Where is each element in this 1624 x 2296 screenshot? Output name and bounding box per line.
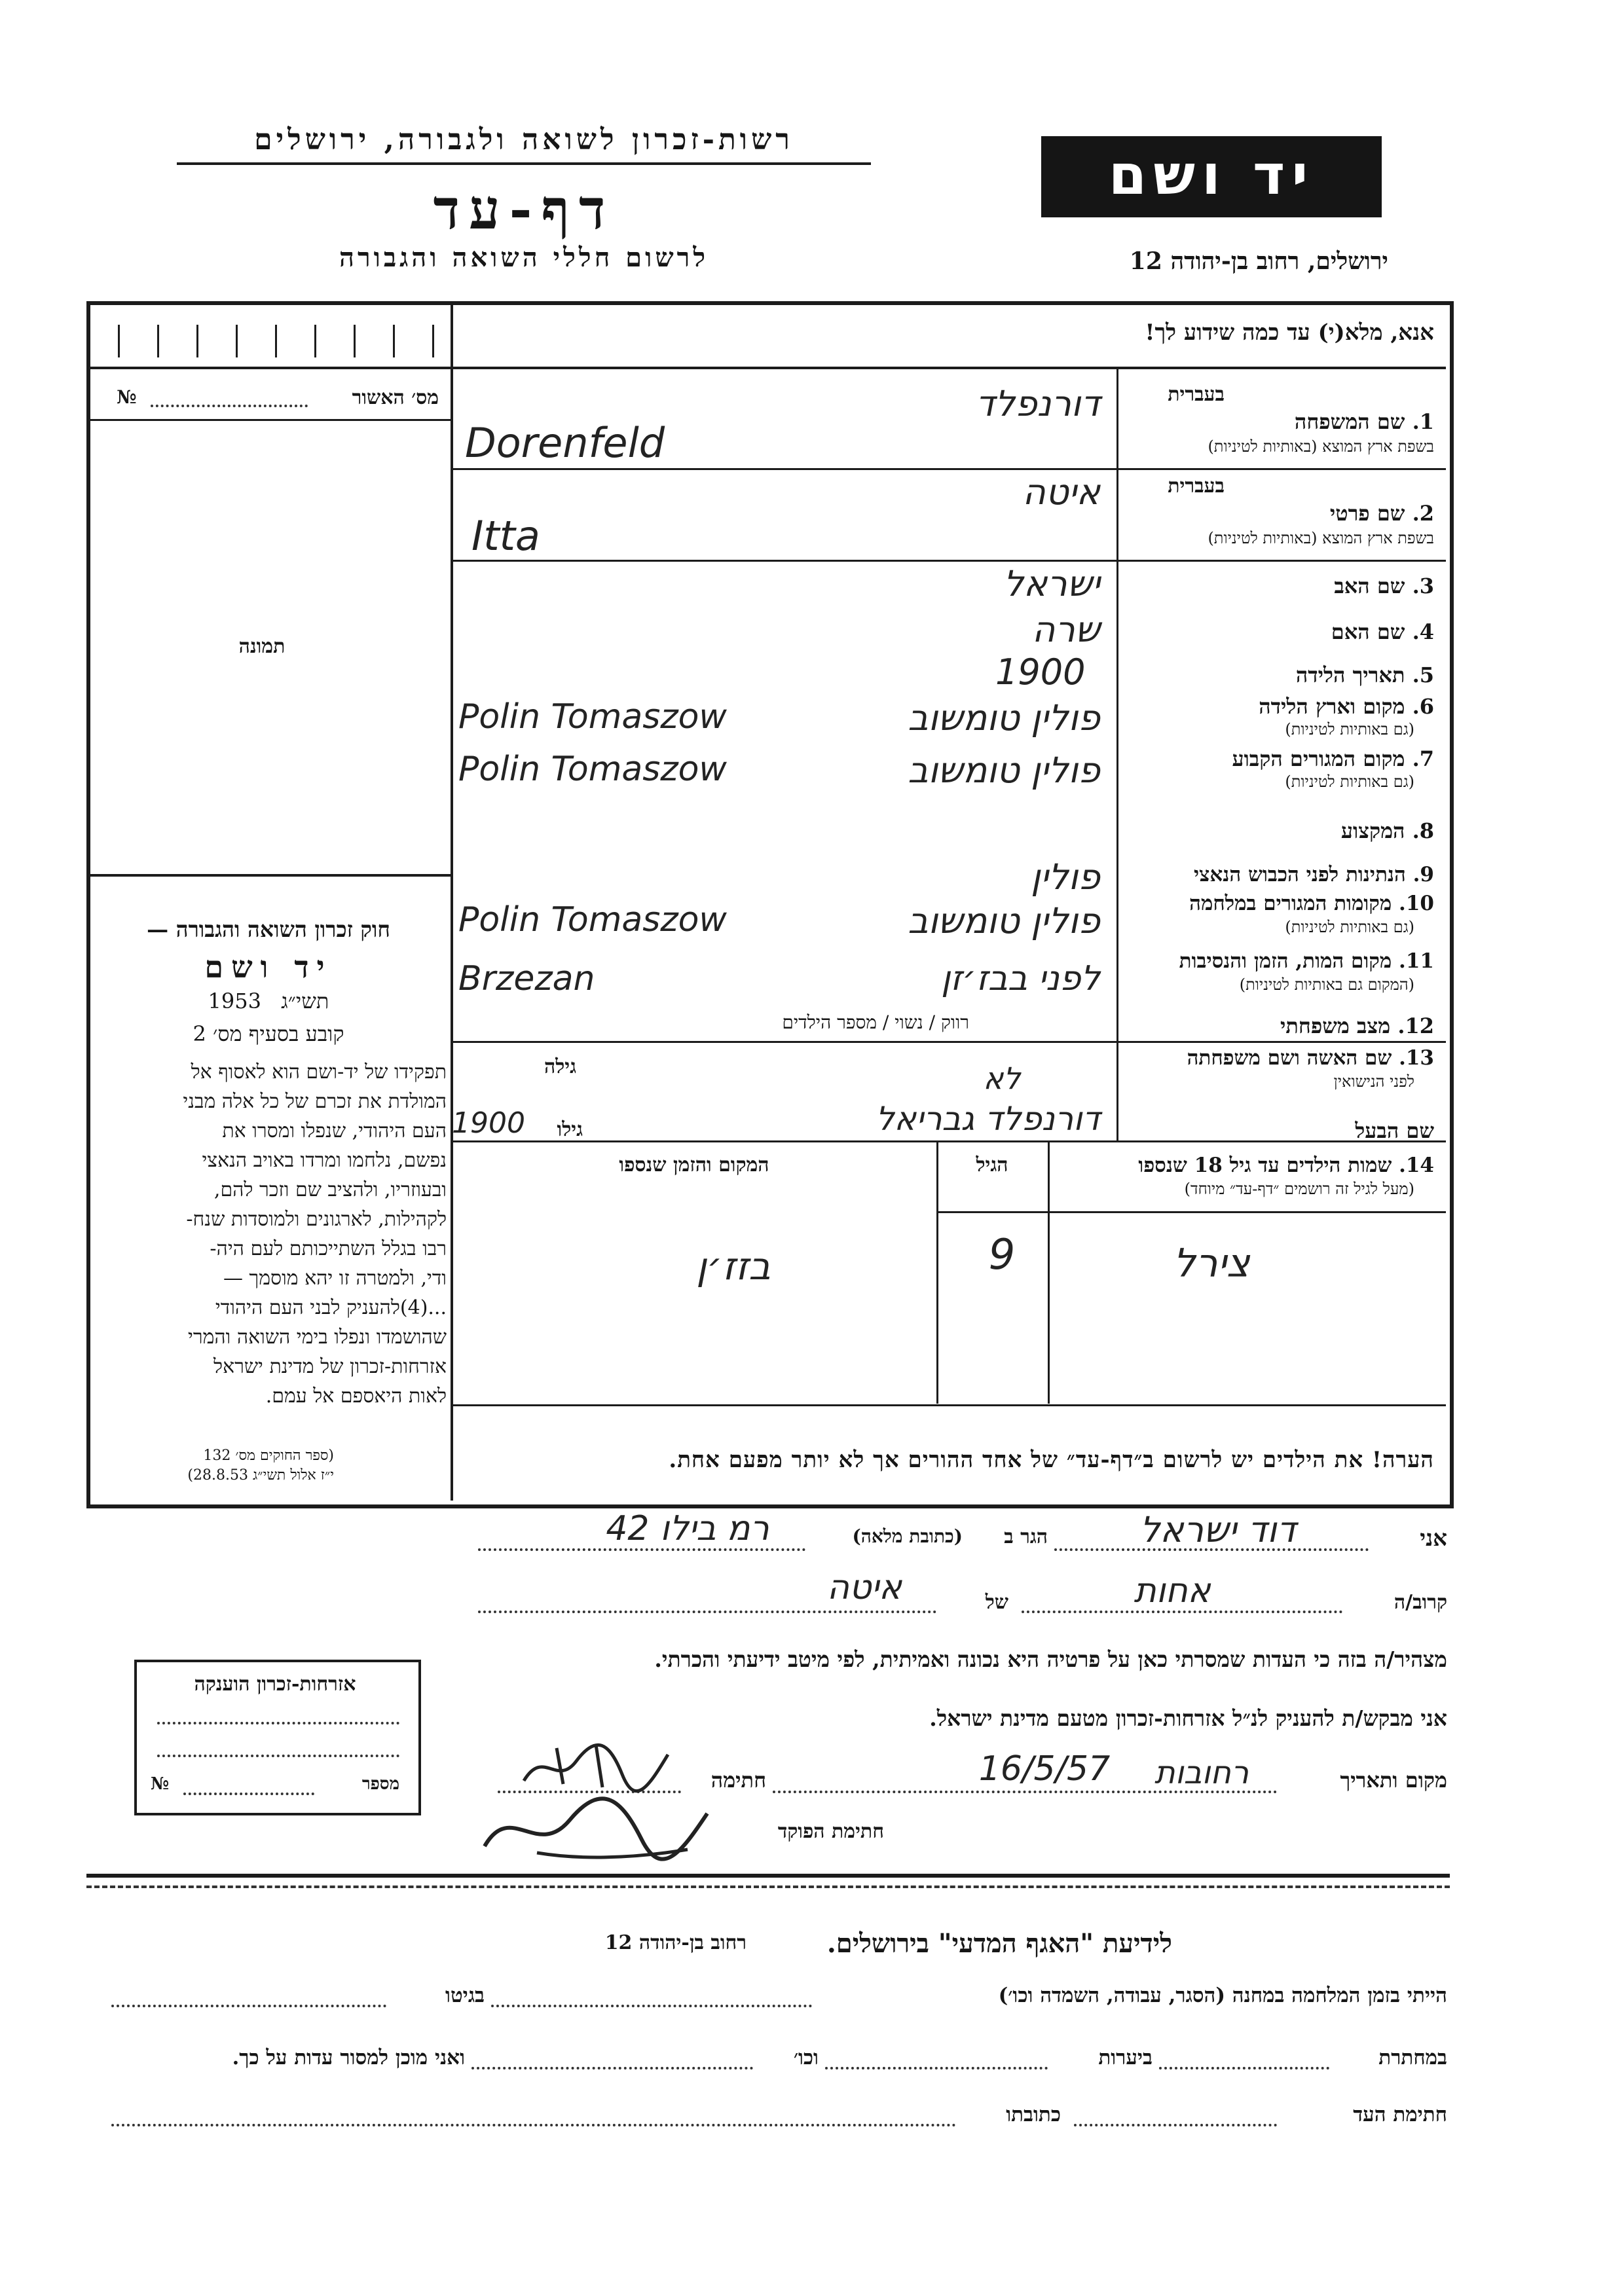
child-name: צירל — [1173, 1241, 1250, 1286]
law-name: יד ושם — [204, 949, 333, 985]
f14-label: 14. שמות הילדים עד גיל 18 שנספו — [1138, 1154, 1434, 1177]
law-year-heb: תשי״ג — [281, 989, 329, 1013]
decl-relation-value: אחות — [1134, 1571, 1211, 1611]
mother-name: שרה — [1031, 609, 1100, 650]
children-age-header: הגיל — [976, 1154, 1008, 1176]
children-col-1 — [1048, 1142, 1050, 1404]
law-line: ובעוזריו, ולהציב שם וזכר להם, — [213, 1178, 447, 1201]
f10-label: 10. מקומות המגורים במלחמה — [1189, 892, 1434, 915]
law-title: חוק זכרון השואה והגבורה — — [147, 917, 390, 942]
form-subtitle: לרשום חללי השואה והגבורה — [339, 242, 709, 273]
header-underline — [177, 162, 871, 165]
decl-resides: הגר ב — [1004, 1525, 1048, 1548]
citizenship-line-1 — [157, 1722, 399, 1724]
label-column-divider — [1116, 368, 1118, 1140]
f7-sub: (גם באותיות לטיניות) — [1285, 773, 1414, 791]
row-sep-2 — [452, 560, 1446, 562]
footer-line2-d: ואני מוכן למסור עדות על כך. — [232, 2046, 465, 2069]
birth-year: 1900 — [995, 651, 1086, 693]
decl-of: של — [985, 1591, 1008, 1614]
decl-request: אני מבקש/ת להעניק לנ״ל אזרחות-זכרון מטעם מדינת ישראל. — [929, 1705, 1447, 1731]
children-place-header: המקום והזמן שנספו — [619, 1154, 769, 1176]
approval-ticks — [98, 312, 439, 364]
children-bottom — [452, 1404, 1446, 1406]
decl-name-value: דוד ישראל — [1139, 1509, 1297, 1550]
marital-options: רווק / נשוי / מספר הילדים — [782, 1011, 969, 1033]
law-line: נפשם, נלחמו ומרדו באויב הנאצי — [202, 1149, 447, 1172]
footer-address: רחוב בן-יהודה 12 — [604, 1931, 747, 1954]
first-name-hebrew: איטה — [1022, 471, 1100, 513]
nationality: פולין — [1031, 856, 1100, 898]
clerk-signature-label: חתימת הפוקד — [777, 1820, 884, 1843]
header-address: ירושלים, רחוב בן-יהודה 12 — [1129, 247, 1388, 275]
law-line: העם היהודי, שנפלו ומסרו את — [222, 1120, 447, 1142]
row-sep-1 — [452, 468, 1446, 470]
clerk-signature-scribble — [471, 1794, 720, 1866]
f1-hebrew-tag: בעברית — [1168, 383, 1225, 406]
footer-line3-a: חתימת העד — [1353, 2103, 1447, 2126]
father-name: ישראל — [1003, 563, 1100, 604]
decl-date-value: 16/5/57 — [978, 1749, 1111, 1789]
surname-hebrew: דורנפלד — [975, 383, 1100, 424]
law-line: ודי, ולמטרה זו יהא מוסמך — — [223, 1267, 447, 1290]
war-places-latin: Polin Tomaszow — [458, 900, 727, 939]
decl-statement: מצהיר/ה בזה כי העדות שמסרתי כאן על פרטיה היא נכונה ואמיתית, לפי מיטב ידיעתי והכרתי. — [654, 1647, 1447, 1672]
law-ref-2: י״ז אלול תשי״ג 28.8.53) — [187, 1467, 334, 1484]
f11-sub: (המקום גם באותיות לטיניות) — [1239, 975, 1414, 994]
residence-hebrew: פולין טומשוב — [908, 750, 1100, 791]
f14-sub: (מעל לגיל זה רושמים ״דף-עד״ מיוחד) — [1184, 1180, 1414, 1198]
intro-row-bottom — [451, 367, 1446, 369]
footer-line1-a: הייתי בזמן המלחמה במחנה (הסגר, עבודה, השמדה וכו׳) — [998, 1984, 1447, 2007]
citizenship-no-sign: № — [151, 1774, 170, 1794]
footer-forest-line — [825, 2067, 1048, 2069]
wife-age-label: גילה — [544, 1055, 576, 1078]
footer-line2-c: וכו׳ — [793, 2046, 819, 2069]
f11-label: 11. מקום המות, הזמן והנסיבות — [1179, 949, 1434, 973]
approval-number-line — [151, 405, 308, 407]
f2-sub: בשפת ארץ המוצא (באותיות לטיניות) — [1208, 529, 1434, 547]
witness-signature — [517, 1735, 674, 1794]
footer-etc-line — [471, 2067, 753, 2069]
f2-hebrew-tag: בעברית — [1168, 475, 1225, 498]
law-ref-1: (ספר החוקים מס׳ 132 — [203, 1448, 334, 1464]
footer-camp-line — [491, 2005, 812, 2007]
decl-relative: קרוב/ה — [1393, 1591, 1447, 1614]
decl-full-address: (כתובת מלאה) — [852, 1525, 963, 1547]
law-line: שהושמדו ונפלו בימי השואה והמרי — [187, 1326, 447, 1349]
approval-bottom — [88, 419, 451, 421]
child-age: 9 — [988, 1231, 1016, 1279]
f13-sub: לפני הנישואין — [1333, 1072, 1414, 1091]
footer-top-rule — [86, 1874, 1450, 1878]
f8-label: 8. המקצוע — [1340, 818, 1434, 843]
law-line: לקהילות, לארגונים ולמוסדות שנח- — [186, 1208, 447, 1231]
law-clause: קובע בסעיף מס׳ 2 — [193, 1021, 344, 1046]
citizenship-number-label: מספר — [361, 1774, 399, 1794]
decl-address-line — [478, 1548, 805, 1551]
clerk-signature — [471, 1794, 720, 1866]
surname-latin: Dorenfeld — [465, 419, 665, 467]
f5-label: 5. תאריך הלידה — [1295, 663, 1434, 687]
war-places-hebrew: פולין טומשוב — [908, 900, 1100, 941]
citizenship-number-line — [183, 1793, 314, 1795]
f6-label: 6. מקום וארץ הלידה — [1259, 694, 1434, 719]
decl-i: אני — [1420, 1525, 1447, 1552]
footer-title: לידיעת "האגף המדעי" בירושלים. — [826, 1928, 1172, 1959]
decl-address-value: רמ בילו 42 — [606, 1509, 769, 1548]
note: הערה! את הילדים יש לרשום ב״דף-עד״ של אחד ההורים אך לא יותר מפעם אחת. — [669, 1447, 1434, 1473]
approval-no-sign: № — [117, 386, 137, 408]
approval-row-bottom — [88, 367, 451, 369]
footer-line3-b: כתובתו — [1006, 2103, 1061, 2126]
witness-signature-scribble — [517, 1735, 674, 1794]
citizenship-title: אזרחות-זכרון הוענקה — [194, 1673, 356, 1696]
law-year-line — [98, 989, 439, 1013]
footer-witness-sig-line — [1074, 2124, 1277, 2126]
form-title: דף-עד — [433, 177, 615, 242]
f7-label: 7. מקום המגורים הקבוע — [1232, 746, 1434, 771]
husband-age-value: 1900 — [452, 1106, 525, 1140]
residence-latin: Polin Tomaszow — [458, 750, 727, 789]
intro-text: אנא, מלא(י) עד כמה שידוע לך! — [1145, 319, 1434, 346]
law-year: 1953 — [208, 989, 261, 1013]
decl-place-date: מקום ותאריך — [1340, 1768, 1447, 1793]
death-place-latin: Brzezan — [458, 959, 595, 998]
footer-ghetto-line — [111, 2005, 386, 2007]
child-death-place: בזז׳ן — [696, 1244, 771, 1288]
footer-dashed — [86, 1886, 1450, 1888]
approval-label: מס׳ האשור — [352, 386, 439, 409]
law-line: ...(4)להעניק לבני העם היהודי — [215, 1296, 447, 1319]
law-line: לאות היאספם אל עמם. — [265, 1385, 447, 1408]
decl-of-line — [478, 1611, 936, 1613]
row-sep-12 — [452, 1041, 1446, 1043]
birth-place-hebrew: פולין טומשוב — [908, 697, 1100, 738]
husband-name-value: דורנפלד גבריאל — [876, 1100, 1100, 1138]
decl-signature-label: חתימה — [710, 1768, 766, 1793]
footer-line2-b: ביערות — [1098, 2046, 1153, 2069]
law-line: רבו בגלל השתייכותם לעם היה- — [210, 1237, 447, 1260]
left-column-divider — [451, 302, 453, 1501]
f9-label: 9. הנתינות לפני הכבוש הנאצי — [1194, 863, 1434, 886]
footer-line2-a: במחתרת — [1378, 2046, 1447, 2069]
f1-label: 1. שם המשפחה — [1294, 409, 1434, 434]
f4-label: 4. שם האם — [1331, 619, 1434, 644]
decl-relation-line — [1022, 1611, 1342, 1613]
spouse-mark: לא — [983, 1061, 1021, 1096]
footer-witness-address-line — [111, 2124, 956, 2126]
f3-label: 3. שם האב — [1334, 574, 1434, 598]
law-line: המולדת את זכרם של כל אלה מבני — [183, 1090, 447, 1113]
law-box-top — [88, 874, 451, 877]
f13-label: 13. שם האשה ושם משפחתה — [1187, 1046, 1434, 1070]
law-text — [96, 1057, 447, 1411]
husband-age-label: גילו — [557, 1118, 583, 1141]
law-line: תפקידו של יד-ושם הוא לאסוף אל — [191, 1061, 447, 1084]
yad-vashem-logo — [1041, 136, 1382, 217]
death-place-hebrew: לפני בבז׳זן — [941, 959, 1100, 998]
footer-underground-line — [1159, 2067, 1329, 2069]
birth-place-latin: Polin Tomaszow — [458, 697, 727, 737]
photo-label: תמונה — [238, 635, 286, 658]
f10-sub: (גם באותיות לטיניות) — [1285, 918, 1414, 936]
f1-sub: בשפת ארץ המוצא (באותיות לטיניות) — [1208, 437, 1434, 456]
f12-label: 12. מצב משפחתי — [1280, 1013, 1434, 1038]
decl-of-value: איטה — [826, 1568, 902, 1607]
decl-place-value: רחובות — [1154, 1755, 1249, 1791]
institution-name: רשות-זכרון לשואה ולגבורה, ירושלים — [254, 123, 794, 156]
first-name-latin: Itta — [471, 512, 540, 560]
f6-sub: (גם באותיות לטיניות) — [1285, 720, 1414, 738]
children-col-2 — [936, 1142, 938, 1404]
citizenship-line-2 — [157, 1755, 399, 1757]
children-head-sep — [936, 1211, 1446, 1213]
logo-text: יד ושם — [1108, 143, 1315, 207]
f2-label: 2. שם פרטי — [1329, 501, 1434, 526]
law-line: אזרחות-זכרון של מדינת ישראל — [213, 1355, 447, 1378]
husband-label: שם הבעל — [1355, 1118, 1434, 1143]
footer-line1-b: בגיטו — [445, 1984, 485, 2007]
